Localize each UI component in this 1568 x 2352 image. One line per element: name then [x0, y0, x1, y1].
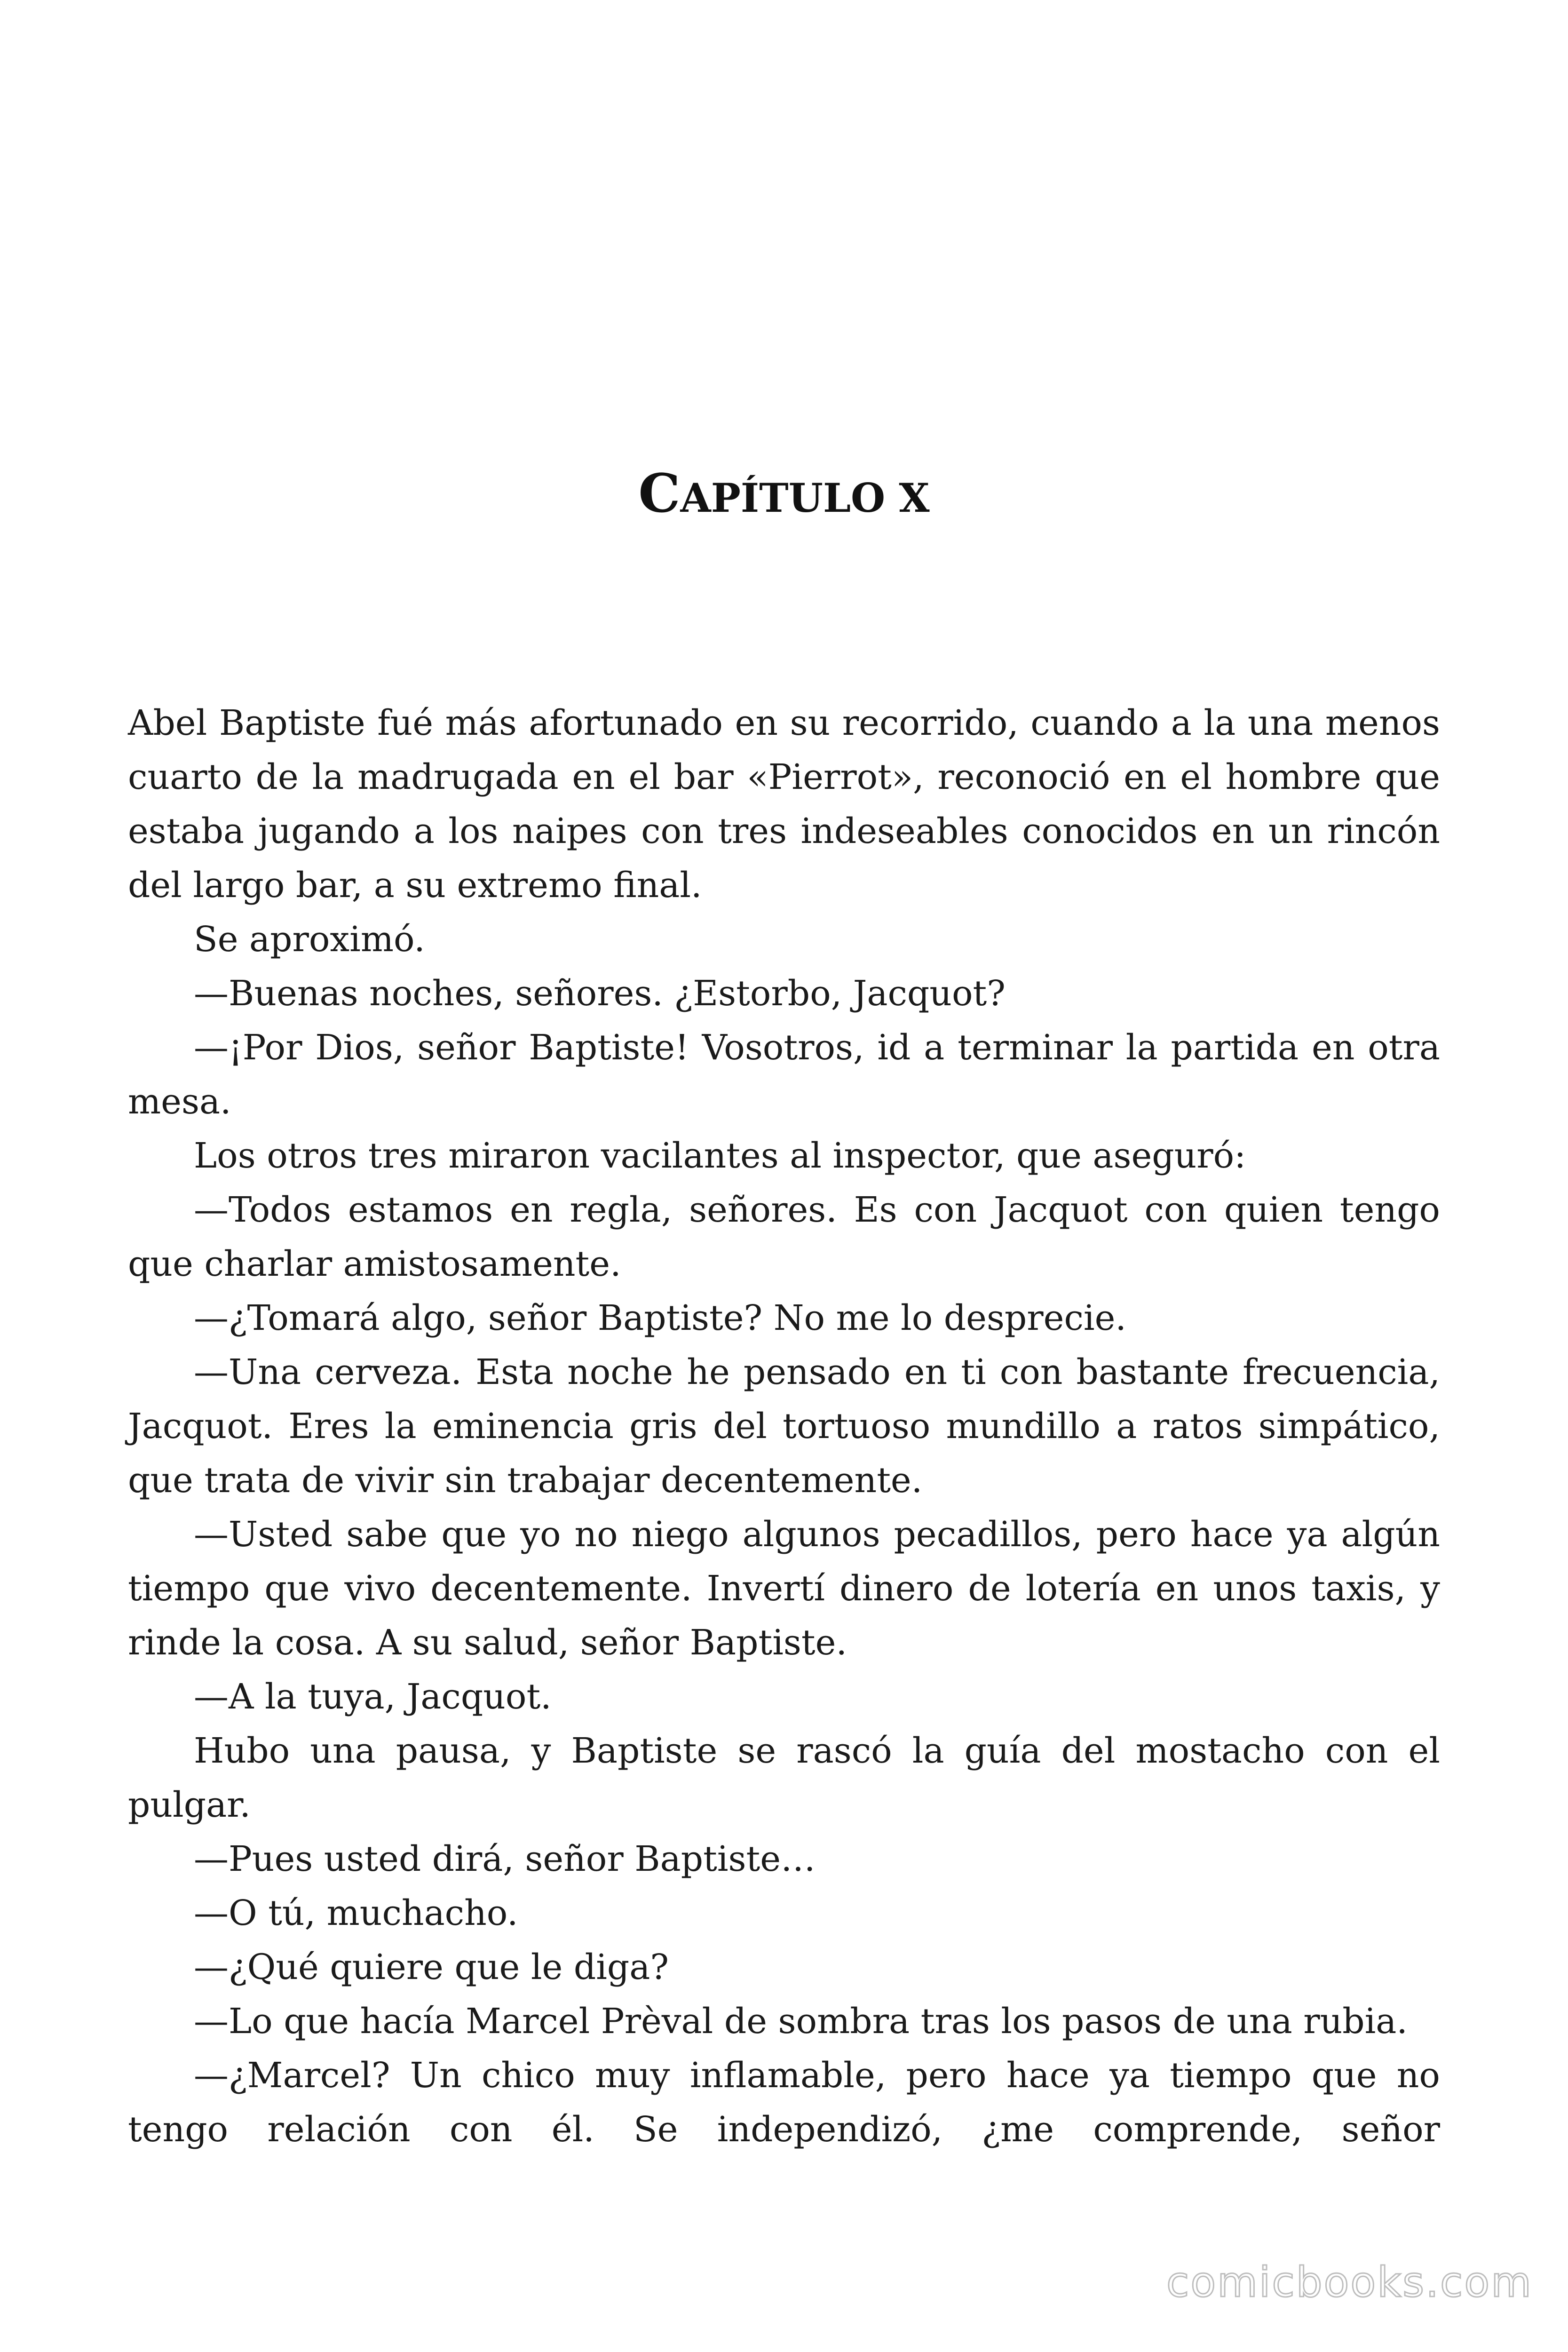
- paragraph-9: —Usted sabe que yo no niego algunos pecadillos, pero hace ya algún tiempo que vivo decentemente. Invertí dinero de lotería en unos taxis, y rinde la cosa. A su salud, señor Baptiste.: [128, 1514, 1440, 1663]
- paragraph-1: Abel Baptiste fué más afortunado en su recorrido, cuando a la una menos cuarto de la madrugada en el bar «Pierrot», reconoció en el hombre que estaba jugando a los naipes con tres indeseables conocidos en un rincón del largo bar, a su extremo final.: [128, 703, 1440, 906]
- chapter-text: [128, 696, 1440, 2157]
- paragraph-4: —¡Por Dios, señor Baptiste! Vosotros, id a terminar la partida en otra mesa.: [128, 1027, 1440, 1122]
- chapter-title-rest: APÍTULO X: [680, 475, 930, 521]
- paragraph-2: Se aproximó.: [194, 919, 425, 960]
- paragraph-7: —¿Tomará algo, señor Baptiste? No me lo desprecie.: [194, 1298, 1126, 1338]
- paragraph-5: Los otros tres miraron vacilantes al inspector, que aseguró:: [194, 1136, 1246, 1176]
- chapter-title-initial: C: [638, 463, 681, 524]
- paragraph-16: —¿Marcel? Un chico muy inflamable, pero hace ya tiempo que no tengo relación con él. Se independizó, ¿me comprende, señor: [128, 2055, 1440, 2150]
- paragraph-10: —A la tuya, Jacquot.: [194, 1677, 552, 1717]
- chapter-title: [0, 459, 1568, 533]
- paragraph-11: Hubo una pausa, y Baptiste se rascó la guía del mostacho con el pulgar.: [128, 1731, 1440, 1825]
- paragraph-14: —¿Qué quiere que le diga?: [194, 1947, 669, 1987]
- paragraph-3: —Buenas noches, señores. ¿Estorbo, Jacquot?: [194, 973, 1006, 1014]
- paragraph-12: —Pues usted dirá, señor Baptiste…: [194, 1839, 816, 1879]
- watermark: comicbooks.com: [1166, 2258, 1533, 2306]
- paragraph-6: —Todos estamos en regla, señores. Es con Jacquot con quien tengo que charlar amistosamente.: [128, 1190, 1440, 1284]
- paragraph-8: —Una cerveza. Esta noche he pensado en ti con bastante frecuencia, Jacquot. Eres la eminencia gris del tortuoso mundillo a ratos simpático, que trata de vivir sin trabajar decentemente.: [128, 1352, 1440, 1501]
- paragraph-15: —Lo que hacía Marcel Prèval de sombra tras los pasos de una rubia.: [194, 2001, 1408, 2042]
- paragraph-13: —O tú, muchacho.: [194, 1893, 518, 1933]
